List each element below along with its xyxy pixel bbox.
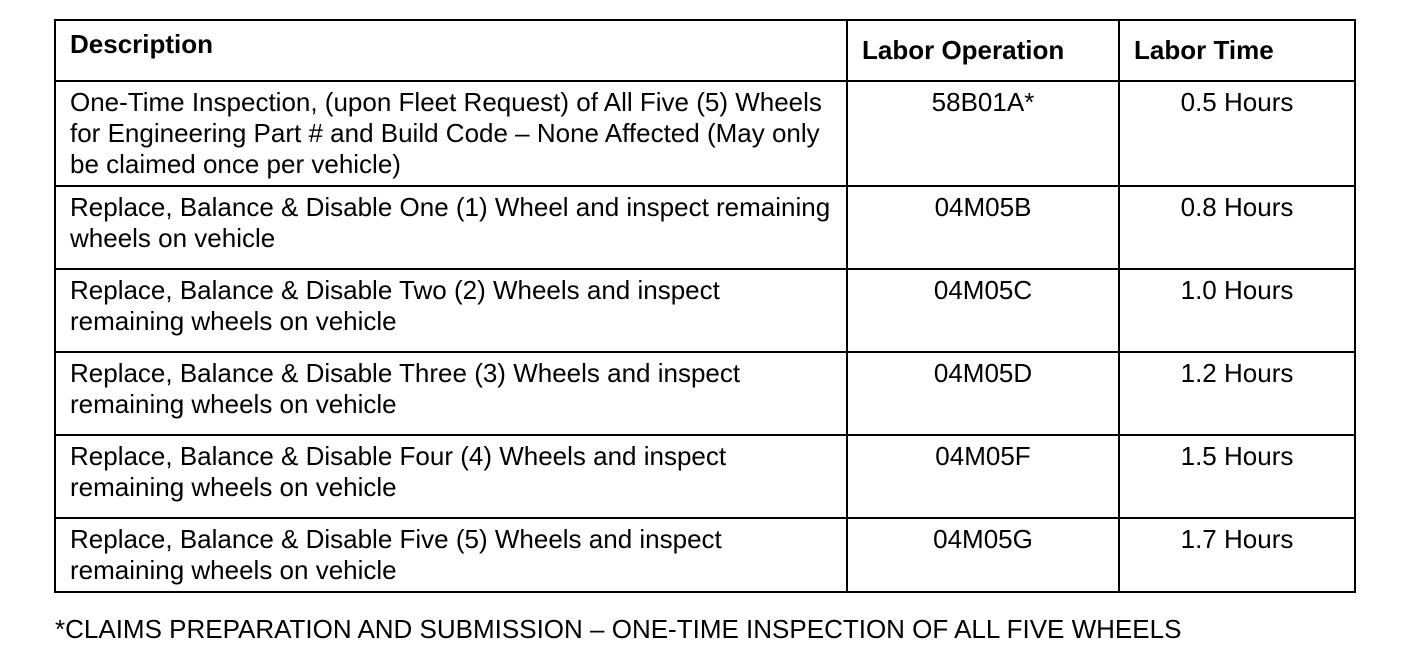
- row-description: Replace, Balance & Disable Two (2) Wheels and inspect remaining wheels on vehicle: [55, 269, 847, 352]
- row-labor-operation: 04M05C: [847, 269, 1119, 352]
- claims-footnote: *CLAIMS PREPARATION AND SUBMISSION – ONE-TIME INSPECTION OF ALL FIVE WHEELS: [55, 614, 1182, 644]
- row-description: Replace, Balance & Disable Five (5) Wheels and inspect remaining wheels on vehicle: [55, 518, 847, 592]
- table-header-row: [55, 20, 1355, 81]
- table-row: [55, 81, 1355, 186]
- row-labor-operation: 04M05D: [847, 352, 1119, 435]
- row-description: Replace, Balance & Disable Three (3) Wheels and inspect remaining wheels on vehicle: [55, 352, 847, 435]
- header-description: Description: [55, 20, 847, 81]
- row-labor-operation: 58B01A*: [847, 81, 1119, 186]
- labor-operations-table: [54, 19, 1356, 593]
- row-labor-time: 0.8 Hours: [1119, 186, 1355, 269]
- row-description: Replace, Balance & Disable One (1) Wheel and inspect remaining wheels on vehicle: [55, 186, 847, 269]
- row-description: Replace, Balance & Disable Four (4) Wheels and inspect remaining wheels on vehicle: [55, 435, 847, 518]
- row-labor-time: 1.7 Hours: [1119, 518, 1355, 592]
- table-row: [55, 269, 1355, 352]
- row-description: One-Time Inspection, (upon Fleet Request) of All Five (5) Wheels for Engineering Part # and Build Code – None Affected (May only be claimed once per vehicle): [55, 81, 847, 186]
- header-labor-operation: Labor Operation: [847, 20, 1119, 81]
- table-row: [55, 186, 1355, 269]
- table-row: [55, 518, 1355, 592]
- row-labor-operation: 04M05B: [847, 186, 1119, 269]
- header-labor-time: Labor Time: [1119, 20, 1355, 81]
- row-labor-operation: 04M05G: [847, 518, 1119, 592]
- row-labor-time: 0.5 Hours: [1119, 81, 1355, 186]
- row-labor-time: 1.2 Hours: [1119, 352, 1355, 435]
- row-labor-time: 1.0 Hours: [1119, 269, 1355, 352]
- table-row: [55, 352, 1355, 435]
- table-row: [55, 435, 1355, 518]
- row-labor-operation: 04M05F: [847, 435, 1119, 518]
- row-labor-time: 1.5 Hours: [1119, 435, 1355, 518]
